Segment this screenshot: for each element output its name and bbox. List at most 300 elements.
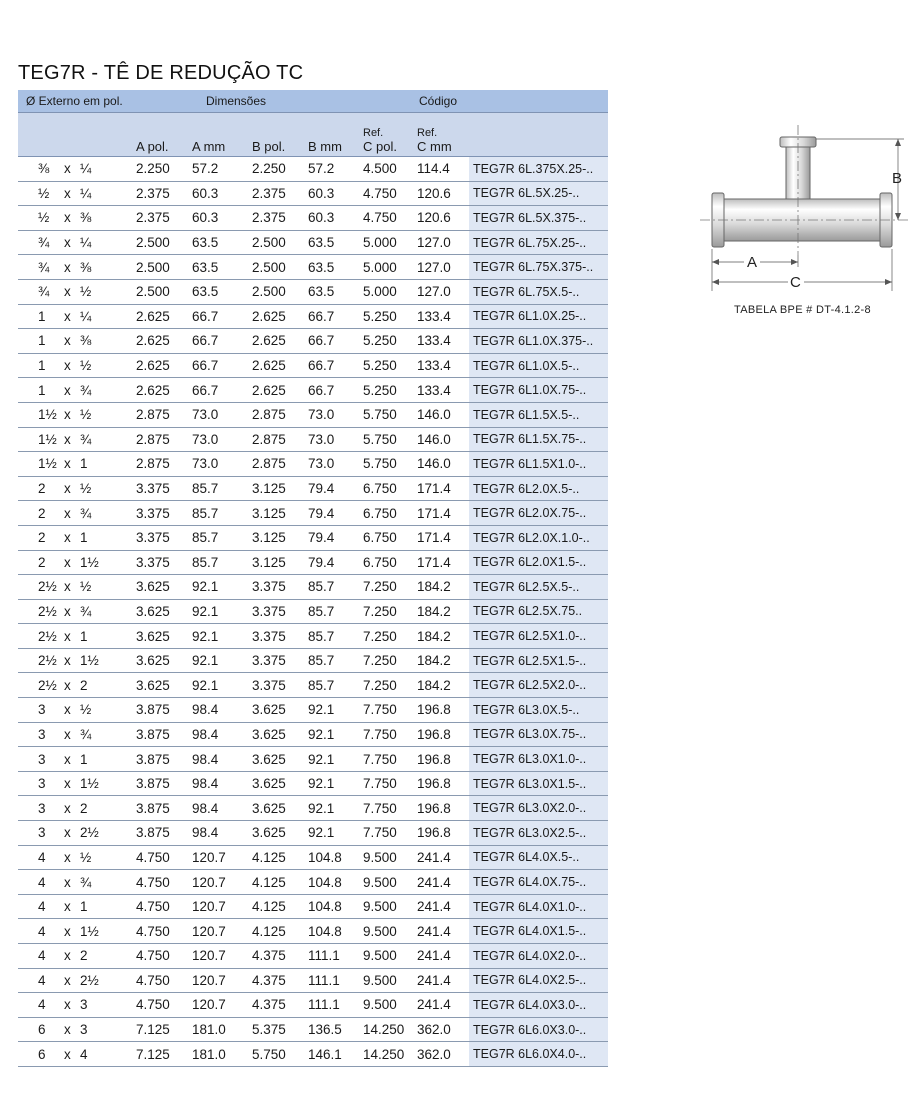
od-separator: x bbox=[64, 382, 71, 398]
cell-a-mm: 63.5 bbox=[190, 279, 250, 304]
product-code-cell: TEG7R 6L.5X.375-.. bbox=[469, 206, 608, 231]
cell-a-mm: 120.7 bbox=[190, 870, 250, 895]
cell-a-mm: 60.3 bbox=[190, 181, 250, 206]
cell-a-mm: 60.3 bbox=[190, 206, 250, 231]
outer-diameter-cell bbox=[18, 673, 134, 698]
table-row bbox=[18, 747, 608, 772]
cell-b-mm: 92.1 bbox=[306, 796, 361, 821]
cell-c-pol: 6.750 bbox=[361, 501, 415, 526]
outer-diameter-cell bbox=[18, 747, 134, 772]
cell-a-mm: 98.4 bbox=[190, 771, 250, 796]
cell-a-mm: 66.7 bbox=[190, 329, 250, 354]
cell-b-mm: 92.1 bbox=[306, 698, 361, 723]
cell-b-mm: 79.4 bbox=[306, 550, 361, 575]
cell-b-pol: 2.625 bbox=[250, 378, 306, 403]
cell-c-mm: 196.8 bbox=[415, 821, 469, 846]
cell-b-mm: 63.5 bbox=[306, 279, 361, 304]
od-branch: 1½ bbox=[80, 923, 99, 939]
product-code-cell: TEG7R 6L4.0X2.0-.. bbox=[469, 944, 608, 969]
cell-a-mm: 66.7 bbox=[190, 304, 250, 329]
product-code-cell: TEG7R 6L2.5X2.0-.. bbox=[469, 673, 608, 698]
cell-b-pol: 2.625 bbox=[250, 329, 306, 354]
cell-b-pol: 2.375 bbox=[250, 206, 306, 231]
cell-c-mm: 184.2 bbox=[415, 673, 469, 698]
outer-diameter-cell bbox=[18, 501, 134, 526]
cell-b-mm: 63.5 bbox=[306, 255, 361, 280]
cell-b-pol: 3.625 bbox=[250, 747, 306, 772]
od-branch: 1½ bbox=[80, 554, 99, 570]
od-separator: x bbox=[64, 899, 71, 915]
table-row bbox=[18, 525, 608, 550]
product-code-cell: TEG7R 6L4.0X3.0-.. bbox=[469, 993, 608, 1018]
cell-b-pol: 2.875 bbox=[250, 402, 306, 427]
cell-a-mm: 120.7 bbox=[190, 944, 250, 969]
table-row bbox=[18, 845, 608, 870]
table-row bbox=[18, 329, 608, 354]
od-separator: x bbox=[64, 825, 71, 841]
cell-b-mm: 104.8 bbox=[306, 919, 361, 944]
table-row bbox=[18, 575, 608, 600]
outer-diameter-cell bbox=[18, 378, 134, 403]
dim-c-label: C bbox=[790, 274, 801, 291]
table-row bbox=[18, 648, 608, 673]
cell-b-pol: 2.500 bbox=[250, 230, 306, 255]
od-separator: x bbox=[64, 333, 71, 349]
table-row bbox=[18, 304, 608, 329]
outer-diameter-cell bbox=[18, 648, 134, 673]
cell-a-mm: 63.5 bbox=[190, 255, 250, 280]
outer-diameter-cell bbox=[18, 870, 134, 895]
od-branch: ¼ bbox=[80, 185, 92, 201]
od-header: Ø Externo em pol. bbox=[18, 90, 134, 113]
cell-b-mm: 66.7 bbox=[306, 353, 361, 378]
cell-a-mm: 98.4 bbox=[190, 747, 250, 772]
od-branch: 1½ bbox=[80, 776, 99, 792]
od-branch: 1 bbox=[80, 899, 88, 915]
cell-a-mm: 181.0 bbox=[190, 1042, 250, 1067]
cell-b-pol: 3.375 bbox=[250, 599, 306, 624]
table-row bbox=[18, 476, 608, 501]
od-branch: ½ bbox=[80, 702, 92, 718]
cell-c-mm: 127.0 bbox=[415, 279, 469, 304]
od-main: 3 bbox=[38, 726, 46, 742]
cell-c-pol: 14.250 bbox=[361, 1017, 415, 1042]
od-main: 4 bbox=[38, 874, 46, 890]
table-row bbox=[18, 771, 608, 796]
cell-c-mm: 133.4 bbox=[415, 304, 469, 329]
od-main: 3 bbox=[38, 776, 46, 792]
cell-c-mm: 133.4 bbox=[415, 353, 469, 378]
table-row bbox=[18, 1042, 608, 1067]
col-a-pol: A pol. bbox=[134, 113, 190, 157]
table-row bbox=[18, 452, 608, 477]
cell-b-pol: 3.125 bbox=[250, 476, 306, 501]
od-branch: 1½ bbox=[80, 653, 99, 669]
header-row-columns bbox=[18, 113, 608, 157]
od-separator: x bbox=[64, 702, 71, 718]
od-separator: x bbox=[64, 628, 71, 644]
outer-diameter-cell bbox=[18, 575, 134, 600]
table-row bbox=[18, 230, 608, 255]
cell-c-mm: 184.2 bbox=[415, 575, 469, 600]
table-row bbox=[18, 501, 608, 526]
table-row bbox=[18, 673, 608, 698]
cell-c-mm: 171.4 bbox=[415, 501, 469, 526]
ref-label: Ref. bbox=[417, 127, 438, 139]
cell-c-mm: 241.4 bbox=[415, 993, 469, 1018]
outer-diameter-cell bbox=[18, 698, 134, 723]
od-separator: x bbox=[64, 431, 71, 447]
cell-a-pol: 3.875 bbox=[134, 771, 190, 796]
od-branch: ¾ bbox=[80, 603, 92, 619]
cell-b-pol: 2.375 bbox=[250, 181, 306, 206]
cell-b-pol: 3.625 bbox=[250, 722, 306, 747]
outer-diameter-cell bbox=[18, 624, 134, 649]
cell-a-pol: 2.625 bbox=[134, 329, 190, 354]
od-branch: ⅜ bbox=[80, 259, 92, 275]
cell-c-pol: 6.750 bbox=[361, 525, 415, 550]
product-code-cell: TEG7R 6L3.0X2.5-.. bbox=[469, 821, 608, 846]
cell-b-pol: 4.375 bbox=[250, 968, 306, 993]
cell-a-mm: 92.1 bbox=[190, 673, 250, 698]
outer-diameter-cell bbox=[18, 157, 134, 182]
od-main: 3 bbox=[38, 702, 46, 718]
cell-a-pol: 2.875 bbox=[134, 427, 190, 452]
cell-c-mm: 171.4 bbox=[415, 476, 469, 501]
od-separator: x bbox=[64, 284, 71, 300]
cell-b-mm: 85.7 bbox=[306, 624, 361, 649]
product-code-cell: TEG7R 6L.5X.25-.. bbox=[469, 181, 608, 206]
table-row bbox=[18, 378, 608, 403]
cell-a-pol: 3.375 bbox=[134, 550, 190, 575]
cell-c-pol: 5.000 bbox=[361, 279, 415, 304]
table-row bbox=[18, 353, 608, 378]
cell-a-pol: 4.750 bbox=[134, 919, 190, 944]
cell-a-pol: 4.750 bbox=[134, 968, 190, 993]
cell-a-mm: 120.7 bbox=[190, 894, 250, 919]
cell-b-pol: 4.125 bbox=[250, 870, 306, 895]
cell-c-pol: 7.250 bbox=[361, 599, 415, 624]
cell-a-pol: 2.375 bbox=[134, 181, 190, 206]
cell-a-mm: 120.7 bbox=[190, 993, 250, 1018]
cell-b-mm: 73.0 bbox=[306, 452, 361, 477]
product-code-cell: TEG7R 6L3.0X2.0-.. bbox=[469, 796, 608, 821]
product-code-cell: TEG7R 6L6.0X3.0-.. bbox=[469, 1017, 608, 1042]
od-branch: ½ bbox=[80, 481, 92, 497]
cell-b-pol: 3.625 bbox=[250, 821, 306, 846]
cell-c-pol: 7.750 bbox=[361, 722, 415, 747]
od-separator: x bbox=[64, 923, 71, 939]
table-row bbox=[18, 206, 608, 231]
cell-a-pol: 3.875 bbox=[134, 821, 190, 846]
cell-b-pol: 3.125 bbox=[250, 501, 306, 526]
cell-a-mm: 85.7 bbox=[190, 550, 250, 575]
od-main: 2½ bbox=[38, 603, 57, 619]
cell-b-pol: 2.875 bbox=[250, 452, 306, 477]
od-separator: x bbox=[64, 1022, 71, 1038]
od-branch: 3 bbox=[80, 1022, 88, 1038]
od-branch: 2 bbox=[80, 948, 88, 964]
outer-diameter-cell bbox=[18, 1042, 134, 1067]
cell-c-mm: 362.0 bbox=[415, 1017, 469, 1042]
cell-c-mm: 133.4 bbox=[415, 378, 469, 403]
cell-c-mm: 127.0 bbox=[415, 255, 469, 280]
cell-c-mm: 196.8 bbox=[415, 722, 469, 747]
cell-a-pol: 3.625 bbox=[134, 599, 190, 624]
od-branch: ⅜ bbox=[80, 333, 92, 349]
cell-b-pol: 3.125 bbox=[250, 550, 306, 575]
od-main: 4 bbox=[38, 923, 46, 939]
product-code-cell: TEG7R 6L1.0X.25-.. bbox=[469, 304, 608, 329]
od-branch: ¾ bbox=[80, 382, 92, 398]
cell-a-mm: 120.7 bbox=[190, 845, 250, 870]
cell-a-pol: 4.750 bbox=[134, 894, 190, 919]
od-branch: ½ bbox=[80, 407, 92, 423]
cell-b-pol: 5.375 bbox=[250, 1017, 306, 1042]
product-code-cell: TEG7R 6L4.0X2.5-.. bbox=[469, 968, 608, 993]
od-branch: ¼ bbox=[80, 308, 92, 324]
cell-c-pol: 7.750 bbox=[361, 796, 415, 821]
cell-b-pol: 3.625 bbox=[250, 771, 306, 796]
cell-c-pol: 7.250 bbox=[361, 575, 415, 600]
cell-b-mm: 63.5 bbox=[306, 230, 361, 255]
cell-a-pol: 3.625 bbox=[134, 648, 190, 673]
table-row bbox=[18, 402, 608, 427]
cell-a-pol: 2.625 bbox=[134, 353, 190, 378]
od-main: 6 bbox=[38, 1022, 46, 1038]
cell-c-pol: 14.250 bbox=[361, 1042, 415, 1067]
header-row-group bbox=[18, 90, 608, 113]
cell-c-mm: 146.0 bbox=[415, 427, 469, 452]
cell-b-mm: 85.7 bbox=[306, 648, 361, 673]
outer-diameter-cell bbox=[18, 255, 134, 280]
cell-b-mm: 104.8 bbox=[306, 894, 361, 919]
table-row bbox=[18, 698, 608, 723]
od-branch: ¾ bbox=[80, 505, 92, 521]
od-branch: 2 bbox=[80, 800, 88, 816]
od-main: 2½ bbox=[38, 579, 57, 595]
product-code-cell: TEG7R 6L3.0X1.0-.. bbox=[469, 747, 608, 772]
table-row bbox=[18, 944, 608, 969]
dim-b-label: B bbox=[892, 170, 903, 187]
outer-diameter-cell bbox=[18, 476, 134, 501]
cell-b-pol: 4.125 bbox=[250, 845, 306, 870]
cell-a-pol: 2.500 bbox=[134, 255, 190, 280]
outer-diameter-cell bbox=[18, 599, 134, 624]
dim-a-label: A bbox=[747, 254, 758, 271]
product-code-cell: TEG7R 6L2.5X1.5-.. bbox=[469, 648, 608, 673]
od-main: 1½ bbox=[38, 407, 57, 423]
product-code-cell: TEG7R 6L2.5X.5-.. bbox=[469, 575, 608, 600]
cell-c-pol: 9.500 bbox=[361, 845, 415, 870]
product-code-cell: TEG7R 6L1.0X.375-.. bbox=[469, 329, 608, 354]
cell-c-mm: 171.4 bbox=[415, 550, 469, 575]
cell-a-pol: 3.625 bbox=[134, 575, 190, 600]
cell-a-pol: 4.750 bbox=[134, 870, 190, 895]
cell-c-pol: 6.750 bbox=[361, 550, 415, 575]
cell-a-mm: 98.4 bbox=[190, 821, 250, 846]
od-main: 3 bbox=[38, 825, 46, 841]
od-main: 2½ bbox=[38, 677, 57, 693]
cell-b-mm: 60.3 bbox=[306, 206, 361, 231]
od-branch: ¾ bbox=[80, 431, 92, 447]
reducing-tee-drawing bbox=[700, 125, 910, 300]
od-separator: x bbox=[64, 481, 71, 497]
product-code-cell: TEG7R 6L.75X.25-.. bbox=[469, 230, 608, 255]
table-row bbox=[18, 1017, 608, 1042]
cell-b-pol: 2.875 bbox=[250, 427, 306, 452]
product-code-cell: TEG7R 6L4.0X1.0-.. bbox=[469, 894, 608, 919]
od-separator: x bbox=[64, 948, 71, 964]
outer-diameter-cell bbox=[18, 919, 134, 944]
od-branch: 2½ bbox=[80, 972, 99, 988]
cell-b-mm: 66.7 bbox=[306, 329, 361, 354]
cell-a-mm: 98.4 bbox=[190, 698, 250, 723]
cell-c-mm: 146.0 bbox=[415, 402, 469, 427]
cell-a-mm: 57.2 bbox=[190, 157, 250, 182]
cell-b-mm: 73.0 bbox=[306, 402, 361, 427]
od-branch: 3 bbox=[80, 997, 88, 1013]
cell-b-mm: 111.1 bbox=[306, 944, 361, 969]
od-branch: 2 bbox=[80, 677, 88, 693]
cell-a-mm: 120.7 bbox=[190, 968, 250, 993]
cell-c-pol: 4.750 bbox=[361, 206, 415, 231]
od-main: 2½ bbox=[38, 628, 57, 644]
cell-c-pol: 5.750 bbox=[361, 452, 415, 477]
od-separator: x bbox=[64, 677, 71, 693]
cell-b-pol: 2.250 bbox=[250, 157, 306, 182]
cell-a-mm: 85.7 bbox=[190, 501, 250, 526]
table-row bbox=[18, 796, 608, 821]
cell-b-mm: 85.7 bbox=[306, 599, 361, 624]
bpe-table-caption: TABELA BPE # DT-4.1.2-8 bbox=[734, 304, 871, 316]
od-main: 4 bbox=[38, 899, 46, 915]
cell-b-pol: 2.500 bbox=[250, 279, 306, 304]
cell-b-mm: 79.4 bbox=[306, 476, 361, 501]
cell-c-mm: 196.8 bbox=[415, 771, 469, 796]
outer-diameter-cell bbox=[18, 452, 134, 477]
cell-b-pol: 2.625 bbox=[250, 304, 306, 329]
cell-b-pol: 3.375 bbox=[250, 575, 306, 600]
cell-a-pol: 2.625 bbox=[134, 304, 190, 329]
od-main: ½ bbox=[38, 210, 50, 226]
cell-a-pol: 7.125 bbox=[134, 1042, 190, 1067]
cell-b-mm: 92.1 bbox=[306, 821, 361, 846]
product-code-cell: TEG7R 6L2.0X.5-.. bbox=[469, 476, 608, 501]
cell-c-pol: 7.250 bbox=[361, 673, 415, 698]
od-main: 2 bbox=[38, 481, 46, 497]
product-code-cell: TEG7R 6L2.0X.75-.. bbox=[469, 501, 608, 526]
cell-a-pol: 4.750 bbox=[134, 993, 190, 1018]
cell-a-mm: 92.1 bbox=[190, 624, 250, 649]
od-main: 1 bbox=[38, 308, 46, 324]
od-main: 4 bbox=[38, 849, 46, 865]
outer-diameter-cell bbox=[18, 771, 134, 796]
cell-c-mm: 184.2 bbox=[415, 624, 469, 649]
od-separator: x bbox=[64, 751, 71, 767]
outer-diameter-cell bbox=[18, 968, 134, 993]
cell-a-pol: 3.875 bbox=[134, 698, 190, 723]
cell-b-pol: 4.125 bbox=[250, 919, 306, 944]
od-main: 1 bbox=[38, 382, 46, 398]
cell-c-mm: 127.0 bbox=[415, 230, 469, 255]
cell-a-mm: 85.7 bbox=[190, 525, 250, 550]
outer-diameter-cell bbox=[18, 329, 134, 354]
od-main: 4 bbox=[38, 997, 46, 1013]
od-branch: ½ bbox=[80, 849, 92, 865]
table-row bbox=[18, 968, 608, 993]
table-row bbox=[18, 919, 608, 944]
od-separator: x bbox=[64, 505, 71, 521]
od-separator: x bbox=[64, 874, 71, 890]
outer-diameter-cell bbox=[18, 821, 134, 846]
od-separator: x bbox=[64, 800, 71, 816]
cell-b-pol: 5.750 bbox=[250, 1042, 306, 1067]
od-main: ½ bbox=[38, 185, 50, 201]
cell-a-mm: 73.0 bbox=[190, 452, 250, 477]
cell-b-pol: 2.500 bbox=[250, 255, 306, 280]
od-separator: x bbox=[64, 456, 71, 472]
outer-diameter-cell bbox=[18, 427, 134, 452]
cell-b-pol: 3.125 bbox=[250, 525, 306, 550]
od-branch: 2½ bbox=[80, 825, 99, 841]
product-code-cell: TEG7R 6L.75X.375-.. bbox=[469, 255, 608, 280]
cell-a-mm: 66.7 bbox=[190, 378, 250, 403]
cell-a-pol: 3.625 bbox=[134, 624, 190, 649]
cell-b-mm: 136.5 bbox=[306, 1017, 361, 1042]
cell-a-pol: 2.500 bbox=[134, 279, 190, 304]
od-main: 2 bbox=[38, 554, 46, 570]
cell-a-mm: 85.7 bbox=[190, 476, 250, 501]
od-separator: x bbox=[64, 997, 71, 1013]
od-main: 1 bbox=[38, 358, 46, 374]
od-main: 2 bbox=[38, 505, 46, 521]
outer-diameter-cell bbox=[18, 550, 134, 575]
cell-a-pol: 4.750 bbox=[134, 845, 190, 870]
od-main: ¾ bbox=[38, 284, 50, 300]
outer-diameter-cell bbox=[18, 845, 134, 870]
outer-diameter-cell bbox=[18, 304, 134, 329]
od-main: 6 bbox=[38, 1046, 46, 1062]
cell-c-mm: 241.4 bbox=[415, 870, 469, 895]
cell-c-pol: 5.250 bbox=[361, 378, 415, 403]
product-code-cell: TEG7R 6L.375X.25-.. bbox=[469, 157, 608, 182]
od-main: 2 bbox=[38, 530, 46, 546]
product-code-cell: TEG7R 6L1.0X.5-.. bbox=[469, 353, 608, 378]
cell-b-mm: 111.1 bbox=[306, 993, 361, 1018]
cell-b-mm: 66.7 bbox=[306, 304, 361, 329]
product-code-cell: TEG7R 6L1.5X.75-.. bbox=[469, 427, 608, 452]
cell-c-pol: 5.250 bbox=[361, 329, 415, 354]
od-branch: ½ bbox=[80, 579, 92, 595]
cell-a-pol: 4.750 bbox=[134, 944, 190, 969]
cell-b-mm: 73.0 bbox=[306, 427, 361, 452]
cell-c-mm: 196.8 bbox=[415, 796, 469, 821]
cell-c-pol: 5.000 bbox=[361, 255, 415, 280]
cell-b-pol: 3.375 bbox=[250, 648, 306, 673]
cell-b-mm: 79.4 bbox=[306, 501, 361, 526]
cell-c-mm: 241.4 bbox=[415, 968, 469, 993]
od-separator: x bbox=[64, 776, 71, 792]
product-code-cell: TEG7R 6L2.0X1.5-.. bbox=[469, 550, 608, 575]
cell-b-pol: 4.375 bbox=[250, 944, 306, 969]
cell-c-pol: 9.500 bbox=[361, 919, 415, 944]
cell-b-pol: 3.625 bbox=[250, 796, 306, 821]
col-c-mm-label: C mm bbox=[417, 139, 452, 154]
col-b-pol: B pol. bbox=[250, 113, 306, 157]
cell-a-mm: 73.0 bbox=[190, 427, 250, 452]
table-row bbox=[18, 624, 608, 649]
